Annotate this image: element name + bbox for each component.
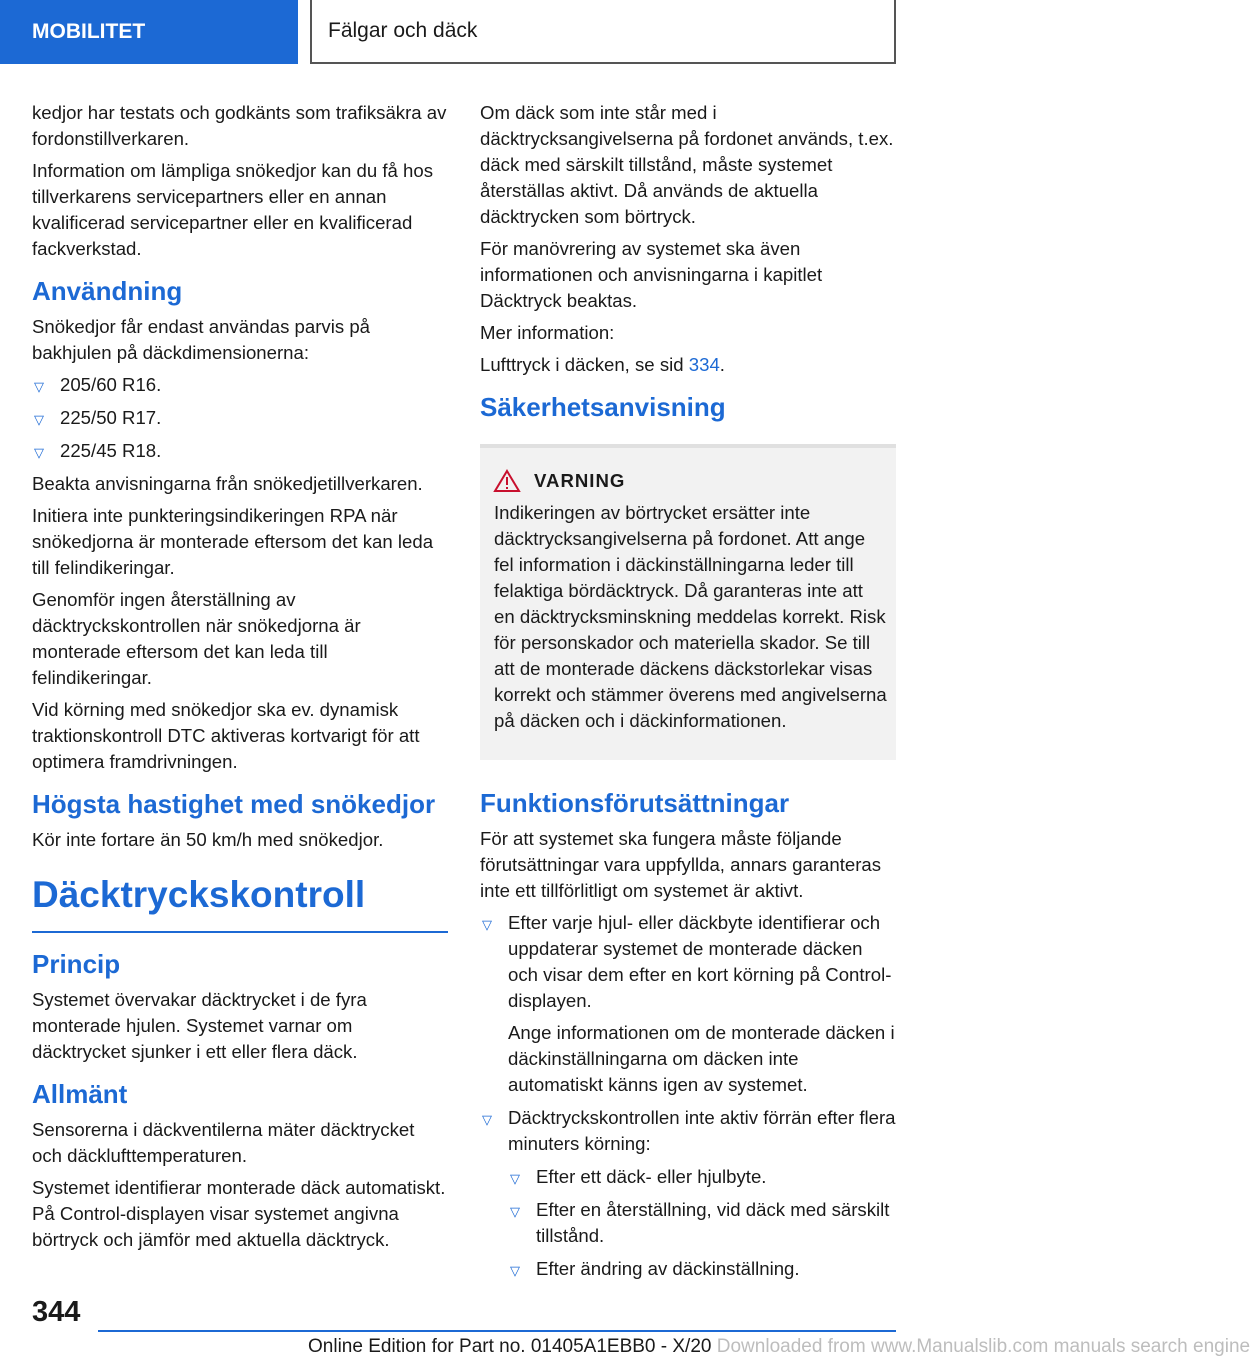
sub-list-item-text: Efter ändring av däckinställning.: [536, 1258, 800, 1279]
link-trailing-text: .: [719, 354, 725, 375]
sub-list-item: [508, 1256, 896, 1282]
list-item-extra-text: Ange informationen om de monterade däcken i däckinställningarna om däcken inte automatiskt känns igen av systemet.: [508, 1022, 895, 1095]
warning-text: Indikeringen av börtrycket ersätter inte däcktrycksangivelserna på fordonet. Att ange fel information i däckinställningarna leder till felaktiga bördäcktryck. Då garanteras inte att en däcktrycksminskning meddelas korrekt. Risk för personskador och materiella skador. Se till att de monterade däckens däckstorlekar visas korrekt och stämmer överens med angivelserna på däcken och i däckinformationen.: [494, 502, 887, 731]
list-item: [32, 438, 448, 464]
heading-requirements: Funktionsförutsättningar: [480, 788, 790, 818]
header-title-text: Fälgar och däck: [328, 19, 478, 42]
paragraph: Systemet övervakar däcktrycket i de fyra monterade hjulen. Systemet varnar om däcktrycket sjunker i ett eller flera däck.: [32, 989, 367, 1062]
warning-header: [488, 468, 888, 494]
watermark-text: Downloaded from www.Manualslib.com manuals search engine: [716, 1336, 1250, 1357]
sub-list-item-text: Efter ett däck- eller hjulbyte.: [536, 1166, 767, 1187]
triangle-bullet-icon: ▽: [34, 445, 44, 460]
list-item-text: 205/60 R16.: [60, 374, 162, 395]
right-column: [480, 100, 896, 1289]
paragraph: Systemet identifierar monterade däck automatiskt. På Control-displayen visar systemet angivna börtryck och jämför med aktuella däcktryck.: [32, 1177, 446, 1250]
paragraph: Om däck som inte står med i däcktrycksangivelserna på fordonet används, t.ex. däck med särskilt tillstånd, måste systemet återställas aktivt. Då används de aktuella däcktrycken som börtryck.: [480, 102, 894, 227]
paragraph: Mer information:: [480, 322, 615, 343]
paragraph: Snökedjor får endast användas parvis på bakhjulen på däckdimensionerna:: [32, 316, 371, 363]
triangle-bullet-icon: ▽: [510, 1204, 520, 1219]
footer-edition: [308, 1336, 1250, 1358]
section-tab[interactable]: [0, 0, 298, 64]
link-lead-text: Lufttryck i däcken, se sid: [480, 354, 684, 375]
tire-size-list: [32, 372, 448, 464]
paragraph: kedjor har testats och godkänts som trafiksäkra av fordonstillverkaren.: [32, 102, 447, 149]
list-item-text: 225/50 R17.: [60, 407, 162, 428]
list-item-text: Däcktryckskontrollen inte aktiv förrän efter flera minuters körning:: [508, 1107, 896, 1154]
paragraph: Beakta anvisningarna från snökedjetillverkaren.: [32, 473, 423, 494]
triangle-bullet-icon: ▽: [482, 1112, 492, 1127]
list-item: [32, 405, 448, 431]
triangle-bullet-icon: ▽: [34, 412, 44, 427]
chapter-heading: Däcktryckskontroll: [32, 873, 448, 933]
heading-usage: Användning: [32, 276, 183, 306]
page-number: 344: [32, 1296, 81, 1328]
heading-general: Allmänt: [32, 1079, 128, 1109]
heading-safety: Säkerhetsanvisning: [480, 392, 726, 422]
triangle-bullet-icon: ▽: [510, 1171, 520, 1186]
section-label: MOBILITET: [32, 20, 146, 43]
paragraph: Vid körning med snökedjor ska ev. dynamisk traktionskontroll DTC aktiveras kortvarigt för att optimera framdrivningen.: [32, 699, 420, 772]
sub-list-item: [508, 1197, 896, 1249]
list-item-text: Efter varje hjul- eller däckbyte identifierar och uppdaterar systemet de monterade däcken och visar dem efter en kort körning på Control-displayen.: [508, 912, 892, 1011]
warning-box: [480, 444, 896, 760]
footer-divider: [98, 1330, 896, 1332]
paragraph: Kör inte fortare än 50 km/h med snökedjor.: [32, 829, 384, 850]
heading-principle: Princip: [32, 949, 121, 979]
list-item-text: 225/45 R18.: [60, 440, 162, 461]
triangle-bullet-icon: ▽: [510, 1263, 520, 1278]
heading-max-speed: Högsta hastighet med snökedjor: [32, 789, 436, 819]
triangle-bullet-icon: ▽: [482, 917, 492, 932]
page-header-title: [310, 0, 896, 64]
paragraph: Information om lämpliga snökedjor kan du få hos tillverkarens servicepartners eller en annan kvalificerad servicepartner eller en kvalificerad fackverkstad.: [32, 160, 434, 259]
paragraph: För manövrering av systemet ska även informationen och anvisningarna i kapitlet Däcktryck beaktas.: [480, 238, 823, 311]
warning-triangle-icon: [494, 469, 520, 493]
triangle-bullet-icon: ▽: [34, 379, 44, 394]
list-item: [480, 910, 896, 1098]
paragraph-with-link: [480, 352, 896, 378]
page-reference-link[interactable]: 334: [688, 354, 720, 375]
sub-list-item: [508, 1164, 896, 1190]
paragraph: Initiera inte punkteringsindikeringen RPA när snökedjorna är monterade eftersom det kan leda till felindikeringar.: [32, 505, 434, 578]
paragraph: Sensorerna i däckventilerna mäter däcktrycket och däcklufttemperaturen.: [32, 1119, 415, 1166]
warning-title: VARNING: [534, 470, 626, 491]
edition-text: Online Edition for Part no. 01405A1EBB0 - X/20: [308, 1336, 712, 1357]
paragraph: Genomför ingen återställning av däcktryckskontrollen när snökedjorna är monterade eftersom det kan leda till felindikeringar.: [32, 589, 361, 688]
left-column: [32, 100, 448, 1259]
requirements-list: [480, 910, 896, 1282]
paragraph: För att systemet ska fungera måste följande förutsättningar vara uppfyllda, annars garanteras inte ett tillförlitligt om systemet är aktivt.: [480, 828, 882, 901]
sub-list: [508, 1164, 896, 1282]
list-item: [32, 372, 448, 398]
list-item: [480, 1105, 896, 1282]
sub-list-item-text: Efter en återställning, vid däck med särskilt tillstånd.: [536, 1199, 890, 1246]
